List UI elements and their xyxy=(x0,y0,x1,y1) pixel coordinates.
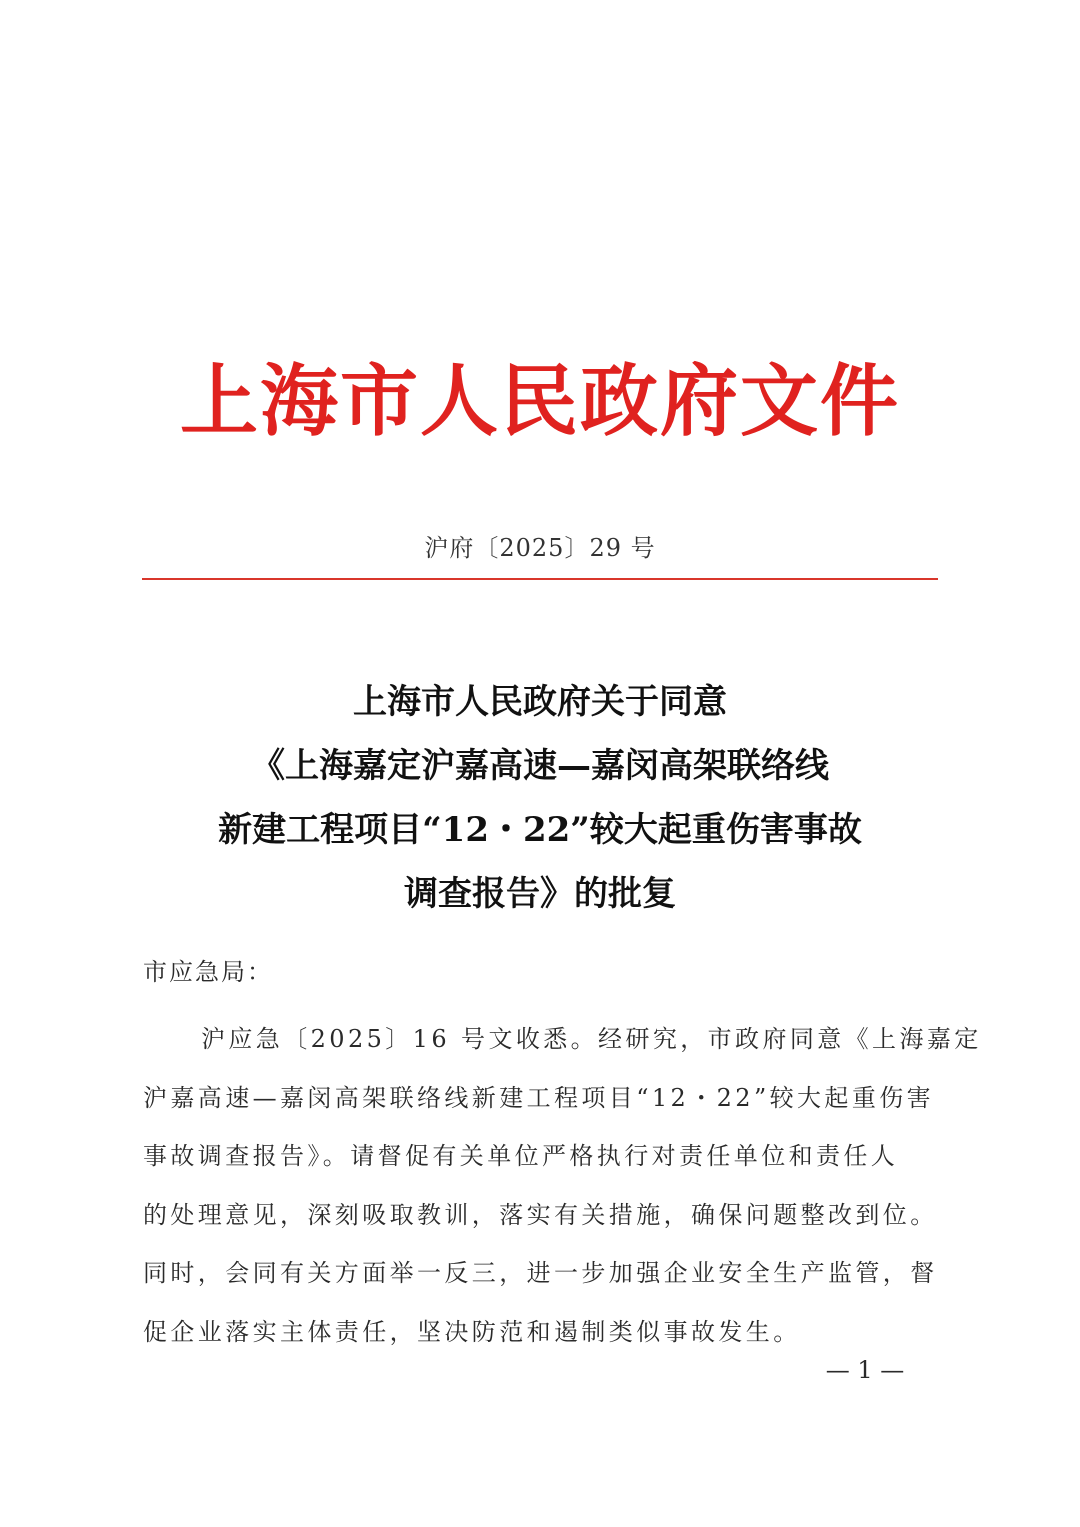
masthead-title: 上海市人民政府文件 xyxy=(179,356,900,447)
body-line: 促企业落实主体责任，坚决防范和遏制类似事故发生。 xyxy=(143,1317,801,1346)
body-line: 的处理意见，深刻吸取教训，落实有关措施，确保问题整改到位。 xyxy=(143,1200,938,1229)
title-line: 上海市人民政府关于同意 xyxy=(353,682,727,722)
body-line: 同时，会同有关方面举一反三，进一步加强企业安全生产监管，督 xyxy=(143,1259,938,1287)
body-line: 沪应急〔2025〕16 号文收悉。经研究，市政府同意《上海嘉定 xyxy=(201,1025,982,1053)
title-line: 《上海嘉定沪嘉高速—嘉闵高架联络线 xyxy=(251,746,829,786)
body-paragraph xyxy=(143,1010,982,1361)
document-title xyxy=(140,670,940,926)
addressee: 市应急局： xyxy=(143,958,273,986)
document-number: 沪府〔2025〕29 号 xyxy=(424,534,656,562)
title-line: 新建工程项目“12・22”较大起重伤害事故 xyxy=(218,810,862,850)
title-line: 调查报告》的批复 xyxy=(404,874,676,914)
red-divider-rule xyxy=(142,578,938,580)
body-line: 沪嘉高速—嘉闵高架联络线新建工程项目“12・22”较大起重伤害 xyxy=(143,1083,935,1112)
page-number: — 1 — xyxy=(825,1356,905,1384)
body-line: 事故调查报告》。请督促有关单位严格执行对责任单位和责任人 xyxy=(143,1142,899,1170)
